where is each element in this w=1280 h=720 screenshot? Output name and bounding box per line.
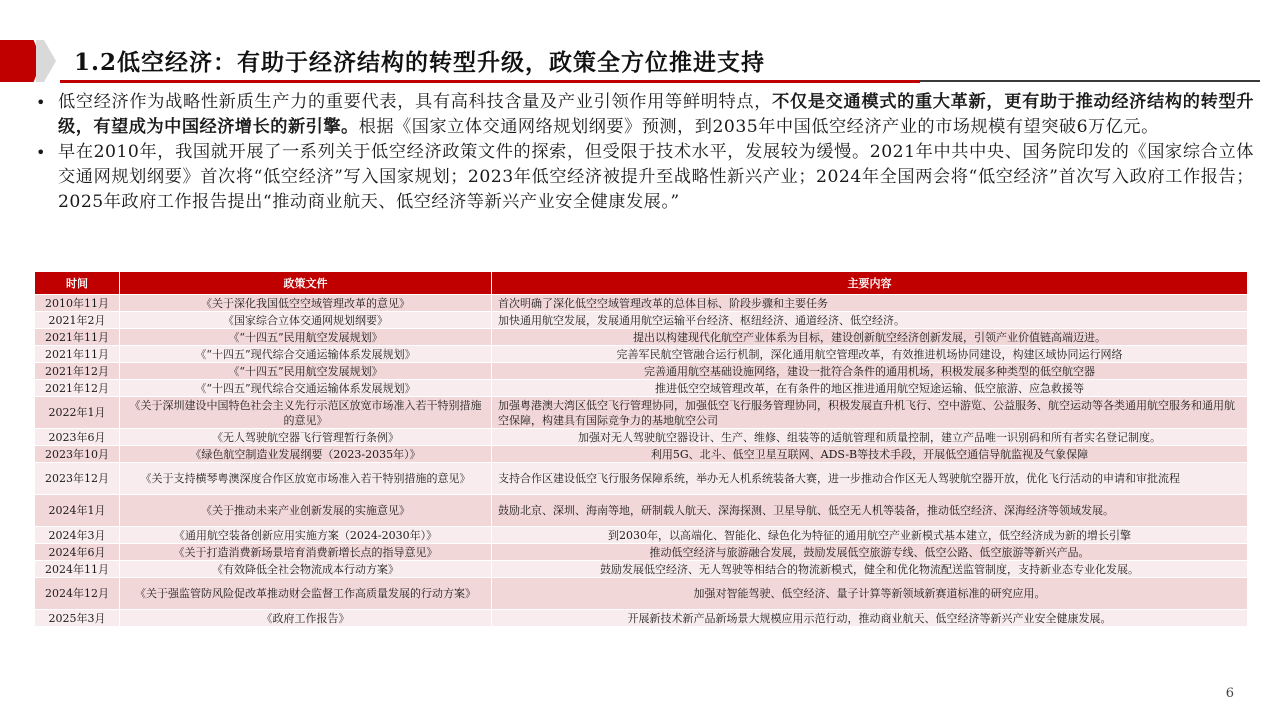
cell-policy-doc: 《关于推动未来产业创新发展的实施意见》	[120, 495, 492, 527]
bullet-text-bold: 不仅是交通模式的重大革新，更有助于推动经济结构的转型升级，有望成为中国经济增长的新引擎。	[58, 92, 1254, 137]
table-header-row	[35, 272, 1248, 295]
table-row	[35, 610, 1248, 627]
table-row	[35, 463, 1248, 495]
cell-date: 2024年11月	[35, 561, 120, 578]
cell-date: 2010年11月	[35, 295, 120, 312]
header-content: 主要内容	[492, 272, 1248, 295]
cell-policy-doc: 《关于深化我国低空空域管理改革的意见》	[120, 295, 492, 312]
cell-policy-doc: 《通用航空装备创新应用实施方案（2024-2030年）》	[120, 527, 492, 544]
cell-content: 支持合作区建设低空飞行服务保障系统，举办无人机系统装备大赛，进一步推动合作区无人驾驶航空器开放，优化飞行活动的申请和审批流程	[492, 463, 1248, 495]
table-row	[35, 363, 1248, 380]
table-row	[35, 397, 1248, 429]
cell-date: 2024年1月	[35, 495, 120, 527]
cell-content: 加强对无人驾驶航空器设计、生产、维修、组装等的适航管理和质量控制，建立产品唯一识别码和所有者实名登记制度。	[492, 429, 1248, 446]
cell-content: 鼓励发展低空经济、无人驾驶等相结合的物流新模式，健全和优化物流配送监管制度，支持新业态专业化发展。	[492, 561, 1248, 578]
cell-date: 2023年12月	[35, 463, 120, 495]
cell-date: 2025年3月	[35, 610, 120, 627]
table-row	[35, 329, 1248, 346]
header-date: 时间	[35, 272, 120, 295]
cell-date: 2021年2月	[35, 312, 120, 329]
cell-policy-doc: 《关于深圳建设中国特色社会主义先行示范区放宽市场准入若干特别措施的意见》	[120, 397, 492, 429]
page-title: 1.2低空经济：有助于经济结构的转型升级，政策全方位推进支持	[74, 49, 766, 76]
table-row	[35, 346, 1248, 363]
title-underline-accent	[60, 80, 920, 83]
cell-date: 2023年6月	[35, 429, 120, 446]
cell-content: 推进低空空域管理改革，在有条件的地区推进通用航空短途运输、低空旅游、应急救援等	[492, 380, 1248, 397]
table-row	[35, 527, 1248, 544]
cell-date: 2021年11月	[35, 346, 120, 363]
cell-policy-doc: 《绿色航空制造业发展纲要（2023-2035年）》	[120, 446, 492, 463]
cell-content: 到2030年，以高端化、智能化、绿色化为特征的通用航空产业新模式基本建立，低空经济成为新的增长引擎	[492, 527, 1248, 544]
header-accent-tab	[0, 40, 42, 82]
cell-content: 提出以构建现代化航空产业体系为目标，建设创新航空经济创新发展，引领产业价值链高端迈进。	[492, 329, 1248, 346]
bullet-list	[34, 90, 1254, 215]
cell-content: 加快通用航空发展，发展通用航空运输平台经济、枢纽经济、通道经济、低空经济。	[492, 312, 1248, 329]
cell-policy-doc: 《政府工作报告》	[120, 610, 492, 627]
bullet-dot-icon: •	[36, 93, 46, 112]
cell-content: 完善军民航空管融合运行机制，深化通用航空管理改革，有效推进机场协同建设，构建区域协同运行网络	[492, 346, 1248, 363]
cell-policy-doc: 《“十四五”现代综合交通运输体系发展规划》	[120, 380, 492, 397]
cell-content: 推动低空经济与旅游融合发展，鼓励发展低空旅游专线、低空公路、低空旅游等新兴产品。	[492, 544, 1248, 561]
header-doc: 政策文件	[120, 272, 492, 295]
bullet-item	[34, 90, 1254, 140]
table-row	[35, 578, 1248, 610]
cell-date: 2024年3月	[35, 527, 120, 544]
table-row	[35, 561, 1248, 578]
cell-date: 2021年12月	[35, 363, 120, 380]
header-accent-chevron	[36, 40, 56, 82]
cell-content: 加强粤港澳大湾区低空飞行管理协同，加强低空飞行服务管理协同，积极发展直升机飞行、空中游览、公益服务、航空运动等各类通用航空服务和通用航空保障，构建具有国际竞争力的基地航空公司	[492, 397, 1248, 429]
cell-content: 鼓励北京、深圳、海南等地，研制载人航天、深海探测、卫星导航、低空无人机等装备，推动低空经济、深海经济等领域发展。	[492, 495, 1248, 527]
table-row	[35, 312, 1248, 329]
table-row	[35, 446, 1248, 463]
table-row	[35, 544, 1248, 561]
cell-content: 开展新技术新产品新场景大规模应用示范行动，推动商业航天、低空经济等新兴产业安全健康发展。	[492, 610, 1248, 627]
cell-policy-doc: 《“十四五”民用航空发展规划》	[120, 363, 492, 380]
cell-policy-doc: 《“十四五”现代综合交通运输体系发展规划》	[120, 346, 492, 363]
cell-policy-doc: 《国家综合立体交通网规划纲要》	[120, 312, 492, 329]
cell-policy-doc: 《关于打造消费新场景培育消费新增长点的指导意见》	[120, 544, 492, 561]
bullet-text: 早在2010年，我国就开展了一系列关于低空经济政策文件的探索，但受限于技术水平，发展较为缓慢。2021年中共中央、国务院印发的《国家综合立体交通网规划纲要》首次将“低空经济”写入国家规划；2023年低空经济被提升至战略性新兴产业；2024年全国两会将“低空经济”首次写入政府工作报告；2025年政府工作报告提出“推动商业航天、低空经济等新兴产业安全健康发展。”	[58, 142, 1254, 212]
page-number: 6	[1225, 686, 1234, 701]
cell-content: 完善通用航空基础设施网络，建设一批符合条件的通用机场，积极发展多种类型的低空航空器	[492, 363, 1248, 380]
bullet-text: 低空经济作为战略性新质生产力的重要代表，具有高科技含量及产业引领作用等鲜明特点，	[58, 92, 773, 112]
cell-date: 2022年1月	[35, 397, 120, 429]
cell-date: 2024年12月	[35, 578, 120, 610]
cell-date: 2024年6月	[35, 544, 120, 561]
cell-policy-doc: 《“十四五”民用航空发展规划》	[120, 329, 492, 346]
cell-date: 2023年10月	[35, 446, 120, 463]
cell-policy-doc: 《有效降低全社会物流成本行动方案》	[120, 561, 492, 578]
cell-content: 加强对智能驾驶、低空经济、量子计算等新领域新赛道标准的研究应用。	[492, 578, 1248, 610]
cell-policy-doc: 《关于强监管防风险促改革推动财会监督工作高质量发展的行动方案》	[120, 578, 492, 610]
cell-date: 2021年11月	[35, 329, 120, 346]
cell-content: 利用5G、北斗、低空卫星互联网、ADS-B等技术手段，开展低空通信导航监视及气象保障	[492, 446, 1248, 463]
table-row	[35, 495, 1248, 527]
bullet-text: 根据《国家立体交通网络规划纲要》预测，到2035年中国低空经济产业的市场规模有望突破6万亿元。	[358, 117, 1159, 137]
cell-policy-doc: 《无人驾驶航空器飞行管理暂行条例》	[120, 429, 492, 446]
policy-table	[34, 271, 1248, 627]
cell-content: 首次明确了深化低空空域管理改革的总体目标、阶段步骤和主要任务	[492, 295, 1248, 312]
cell-policy-doc: 《关于支持横琴粤澳深度合作区放宽市场准入若干特别措施的意见》	[120, 463, 492, 495]
bullet-dot-icon: •	[36, 143, 46, 162]
table-row	[35, 380, 1248, 397]
bullet-item	[34, 140, 1254, 215]
cell-date: 2021年12月	[35, 380, 120, 397]
table-row	[35, 429, 1248, 446]
table-row	[35, 295, 1248, 312]
